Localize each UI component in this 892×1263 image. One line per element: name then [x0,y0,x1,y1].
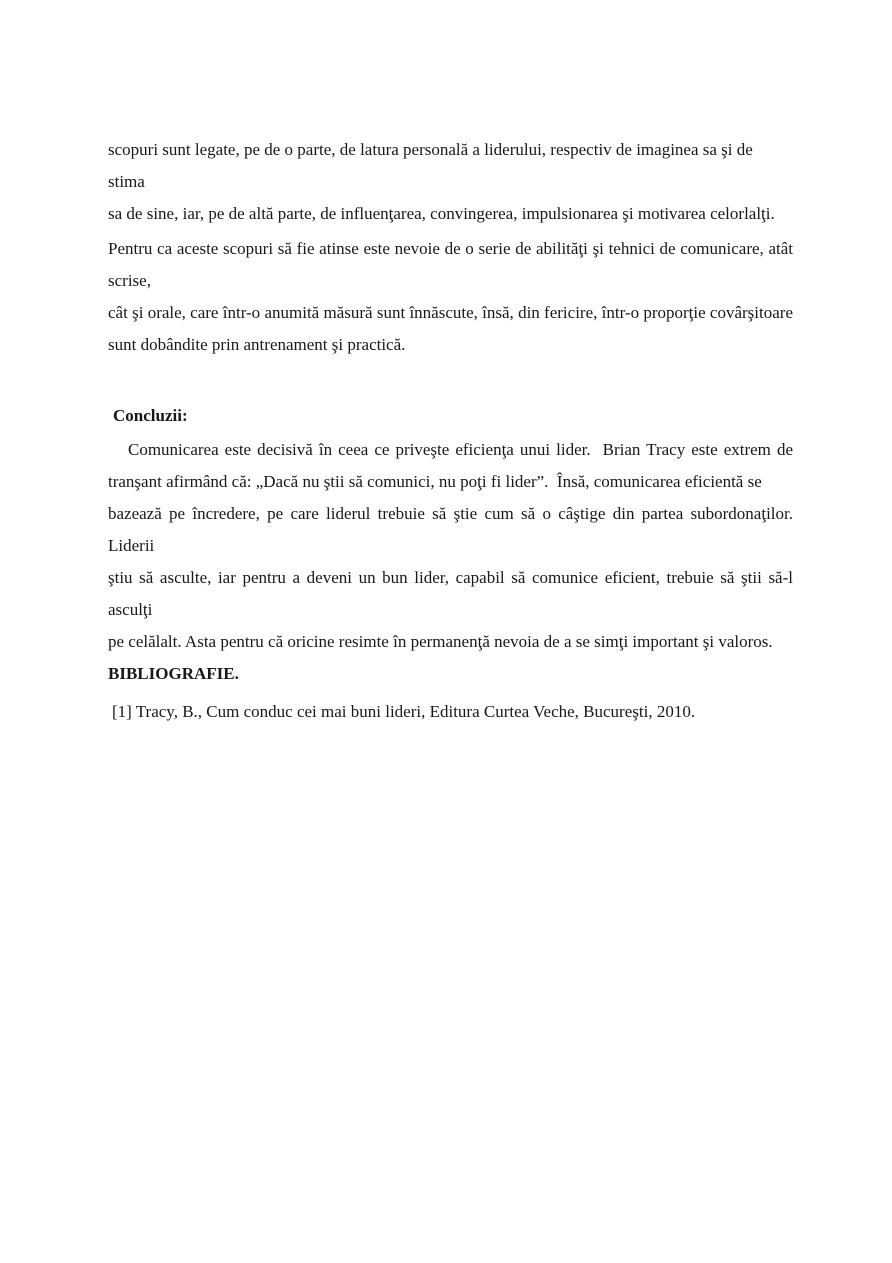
paragraph-conclusions [108,434,793,658]
text-line: Pentru ca aceste scopuri să fie atinse este nevoie de o serie de abilităţi şi tehnici de comunicare, atât scrise, [108,239,793,290]
reference-item: [1] Tracy, B., Cum conduc cei mai buni lideri, Editura Curtea Veche, Bucureşti, 2010. [112,702,696,721]
text-line: Comunicarea este decisivă în ceea ce priveşte eficienţa unui lider. Brian Tracy este extrem de [128,440,793,459]
paragraph-goals [108,134,793,230]
text-line: sunt dobândite prin antrenament şi practică. [108,335,406,354]
text-line: bazează pe încredere, pe care liderul trebuie să ştie cum să o câştige din partea subordonaţilor. Liderii [108,504,793,555]
document-body [108,134,793,728]
text-line: tranşant afirmând că: „Dacă nu ştii să comunici, nu poţi fi lider”. Însă, comunicarea eficientă se [108,472,762,491]
paragraph-skills [108,233,793,361]
text-line: ştiu să asculte, iar pentru a deveni un bun lider, capabil să comunice eficient, trebuie să ştii să-l asculţi [108,568,793,619]
text-line: scopuri sunt legate, pe de o parte, de latura personală a liderului, respectiv de imaginea sa şi de stima [108,140,753,191]
bibliography-heading: BIBLIOGRAFIE. [108,664,239,683]
text-line: sa de sine, iar, pe de altă parte, de influenţarea, convingerea, impulsionarea şi motivarea celorlalţi. [108,204,775,223]
conclusions-heading: Concluzii: [113,406,188,425]
text-line: cât şi orale, care într-o anumită măsură sunt înnăscute, însă, din fericire, într-o proporţie covârşitoare [108,303,793,322]
text-line: pe celălalt. Asta pentru că oricine resimte în permanenţă nevoia de a se simţi important şi valoros. [108,632,773,651]
